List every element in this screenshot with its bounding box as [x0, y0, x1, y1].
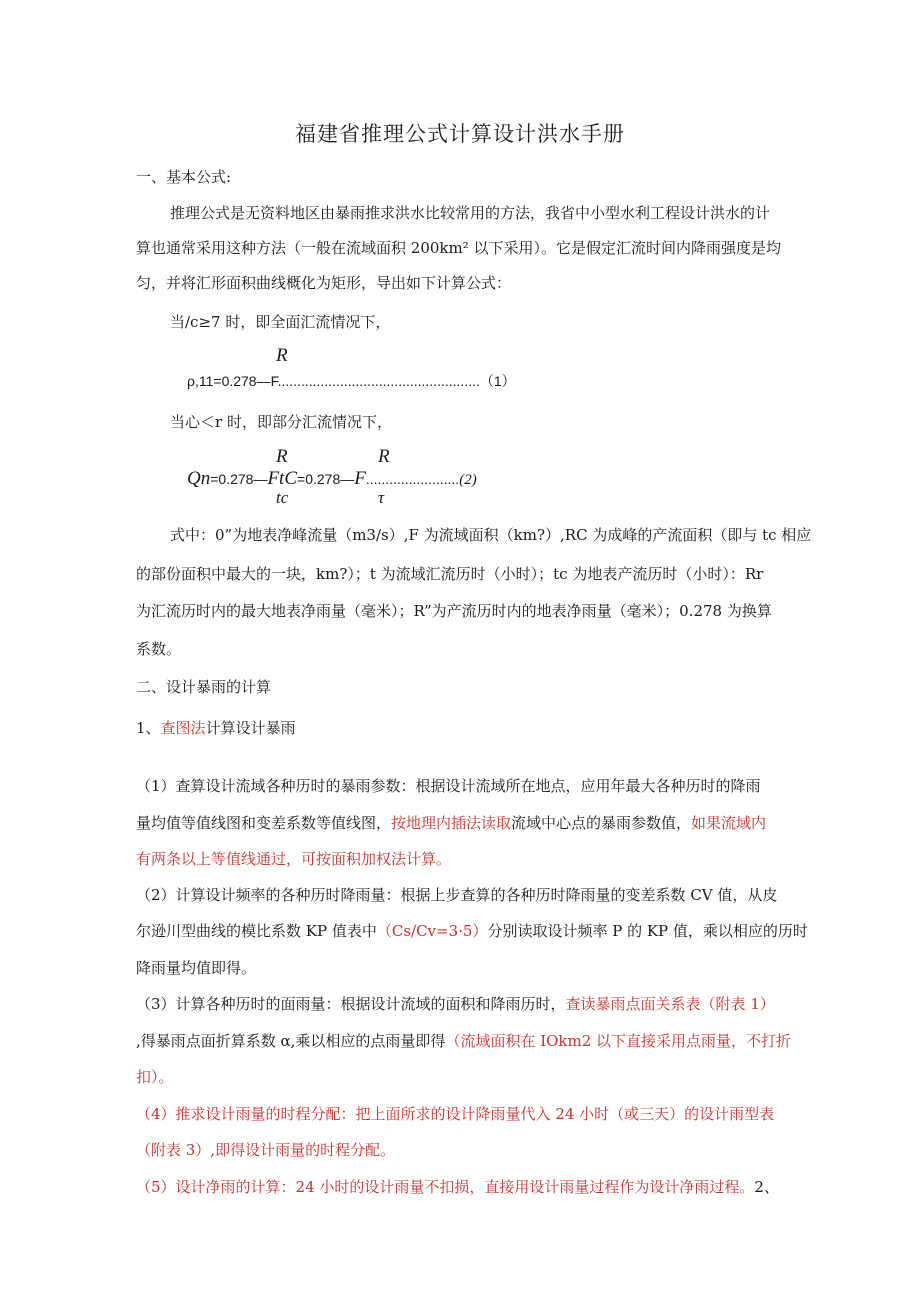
step1-line-1: （1）查算设计流域各种历时的暴雨参数：根据设计流域所在地点，应用年最大各种历时的降雨 [136, 777, 761, 795]
step1-line-2c: 流域中心点的暴雨参数值， [511, 814, 692, 832]
step1-note-end: 有两条以上等值线通过，可按面积加权法计算。 [136, 850, 452, 868]
step4-line-1: （4）推求设计雨量的时程分配：把上面所求的设计降雨量代入 24 小时（或三天）的设计雨型表 [136, 1105, 775, 1123]
formula1-numerator: R [276, 345, 288, 366]
step3-note-end: 扣）。 [136, 1068, 174, 1086]
subsection-1-prefix: 1、 [136, 719, 161, 737]
formula2-qn: Qn [187, 468, 211, 489]
intro-line-1: 推理公式是无资料地区由暴雨推求洪水比较常用的方法，我省中小型水利工程设计洪水的计 [170, 204, 771, 222]
formula2-numerator-1: R [276, 446, 288, 467]
formula2-ftc: FtC [267, 468, 298, 489]
step5-text: （5）设计净雨的计算：24 小时的设计雨量不扣损，直接用设计雨量过程作为设计净雨过程。 [136, 1178, 755, 1196]
definition-line-2: 的部份面积中最大的一块，km?）；t 为流域汇流历时（小时）；tc 为地表产流历时（小时）：Rr [136, 565, 764, 583]
subsection-1-method: 查图法 [160, 719, 206, 737]
step2-line-3: 降雨量均值即得。 [136, 959, 257, 977]
step2-line-1: （2）计算设计频率的各种历时降雨量：根据上步查算的各种历时降雨量的变差系数 CV 值，从皮 [136, 886, 778, 904]
step5-line [136, 1176, 796, 1198]
page-title: 福建省推理公式计算设计洪水手册 [295, 122, 625, 146]
formula1-expression: ρ,11=0.278—F [187, 373, 278, 389]
step3-note-start: （流域面积在 IOkm2 以下直接采用点雨量，不打折 [445, 1032, 792, 1050]
step2-line-2 [136, 920, 808, 942]
step2-ratio: （Cs∕Cv=3·5） [376, 922, 488, 940]
step1-line-2 [136, 812, 796, 834]
formula2-eq1: =0.278— [210, 471, 268, 487]
formula1-number: （1） [479, 373, 516, 389]
formula2-numerator-2: R [378, 446, 390, 467]
formula2-f: F [354, 468, 366, 489]
formula1-dots: .................................................... [277, 373, 480, 389]
step1-note-start: 如果流域内 [691, 814, 767, 832]
step2-line-2a: 尔逊川型曲线的模比系数 KP 值表中 [136, 922, 377, 940]
section-heading-2: 二、设计暴雨的计算 [136, 678, 272, 696]
formula-2 [187, 468, 477, 490]
next-section-number: 2、 [754, 1178, 779, 1196]
step4-line-2: （附表 3）,即得设计雨量的时程分配。 [136, 1141, 396, 1159]
step3-line-1a: （3）计算各种历时的面雨量：根据设计流域的面积和降雨历时， [136, 995, 566, 1013]
formula-1 [187, 371, 516, 391]
formula2-eq2: =0.278— [297, 471, 355, 487]
definition-line-4: 系数。 [136, 640, 182, 658]
case-partial-flow: 当心＜r 时，即部分汇流情况下， [170, 413, 392, 431]
section-heading-1: 一、基本公式: [136, 168, 232, 186]
step3-line-1 [136, 993, 796, 1015]
intro-line-2: 算也通常采用这种方法（一般在流域面积 200km² 以下采用）。它是假定汇流时间内降雨强度是均 [136, 239, 781, 257]
case-full-flow: 当∕c≥7 时，即全面汇流情况下， [170, 313, 391, 331]
definition-line-3: 为汇流历时内的最大地表净雨量（毫米）；R”为产流历时内的地表净雨量（毫米）；0.278 为换算 [136, 602, 772, 620]
subsection-1-heading [136, 717, 796, 739]
subsection-1-rest: 计算设计暴雨 [205, 719, 296, 737]
definition-line-1: 式中：0”为地表净峰流量（m3∕s）,F 为流域面积（km?）,RC 为成峰的产流面积（即与 tc 相应 [170, 526, 812, 544]
formula2-number: (2) [459, 472, 477, 488]
formula2-dots: ........................ [365, 471, 460, 487]
step3-table-ref: 查读暴雨点面关系表（附表 1） [565, 995, 775, 1013]
step1-line-2a: 量均值等值线图和变差系数等值线图， [136, 814, 392, 832]
step3-line-2a: ,得暴雨点面折算系数 α,乘以相应的点雨量即得 [136, 1032, 446, 1050]
formula2-denominator-tc: tc [276, 488, 289, 507]
step1-interpolation: 按地理内插法读取 [391, 814, 512, 832]
step2-line-2c: 分别读取设计频率 P 的 KP 值，乘以相应的历时 [487, 922, 808, 940]
intro-line-3: 匀，并将汇形面积曲线概化为矩形，导出如下计算公式： [136, 274, 512, 292]
formula2-denominator-tau: τ [378, 488, 385, 507]
step3-line-2 [136, 1030, 796, 1052]
